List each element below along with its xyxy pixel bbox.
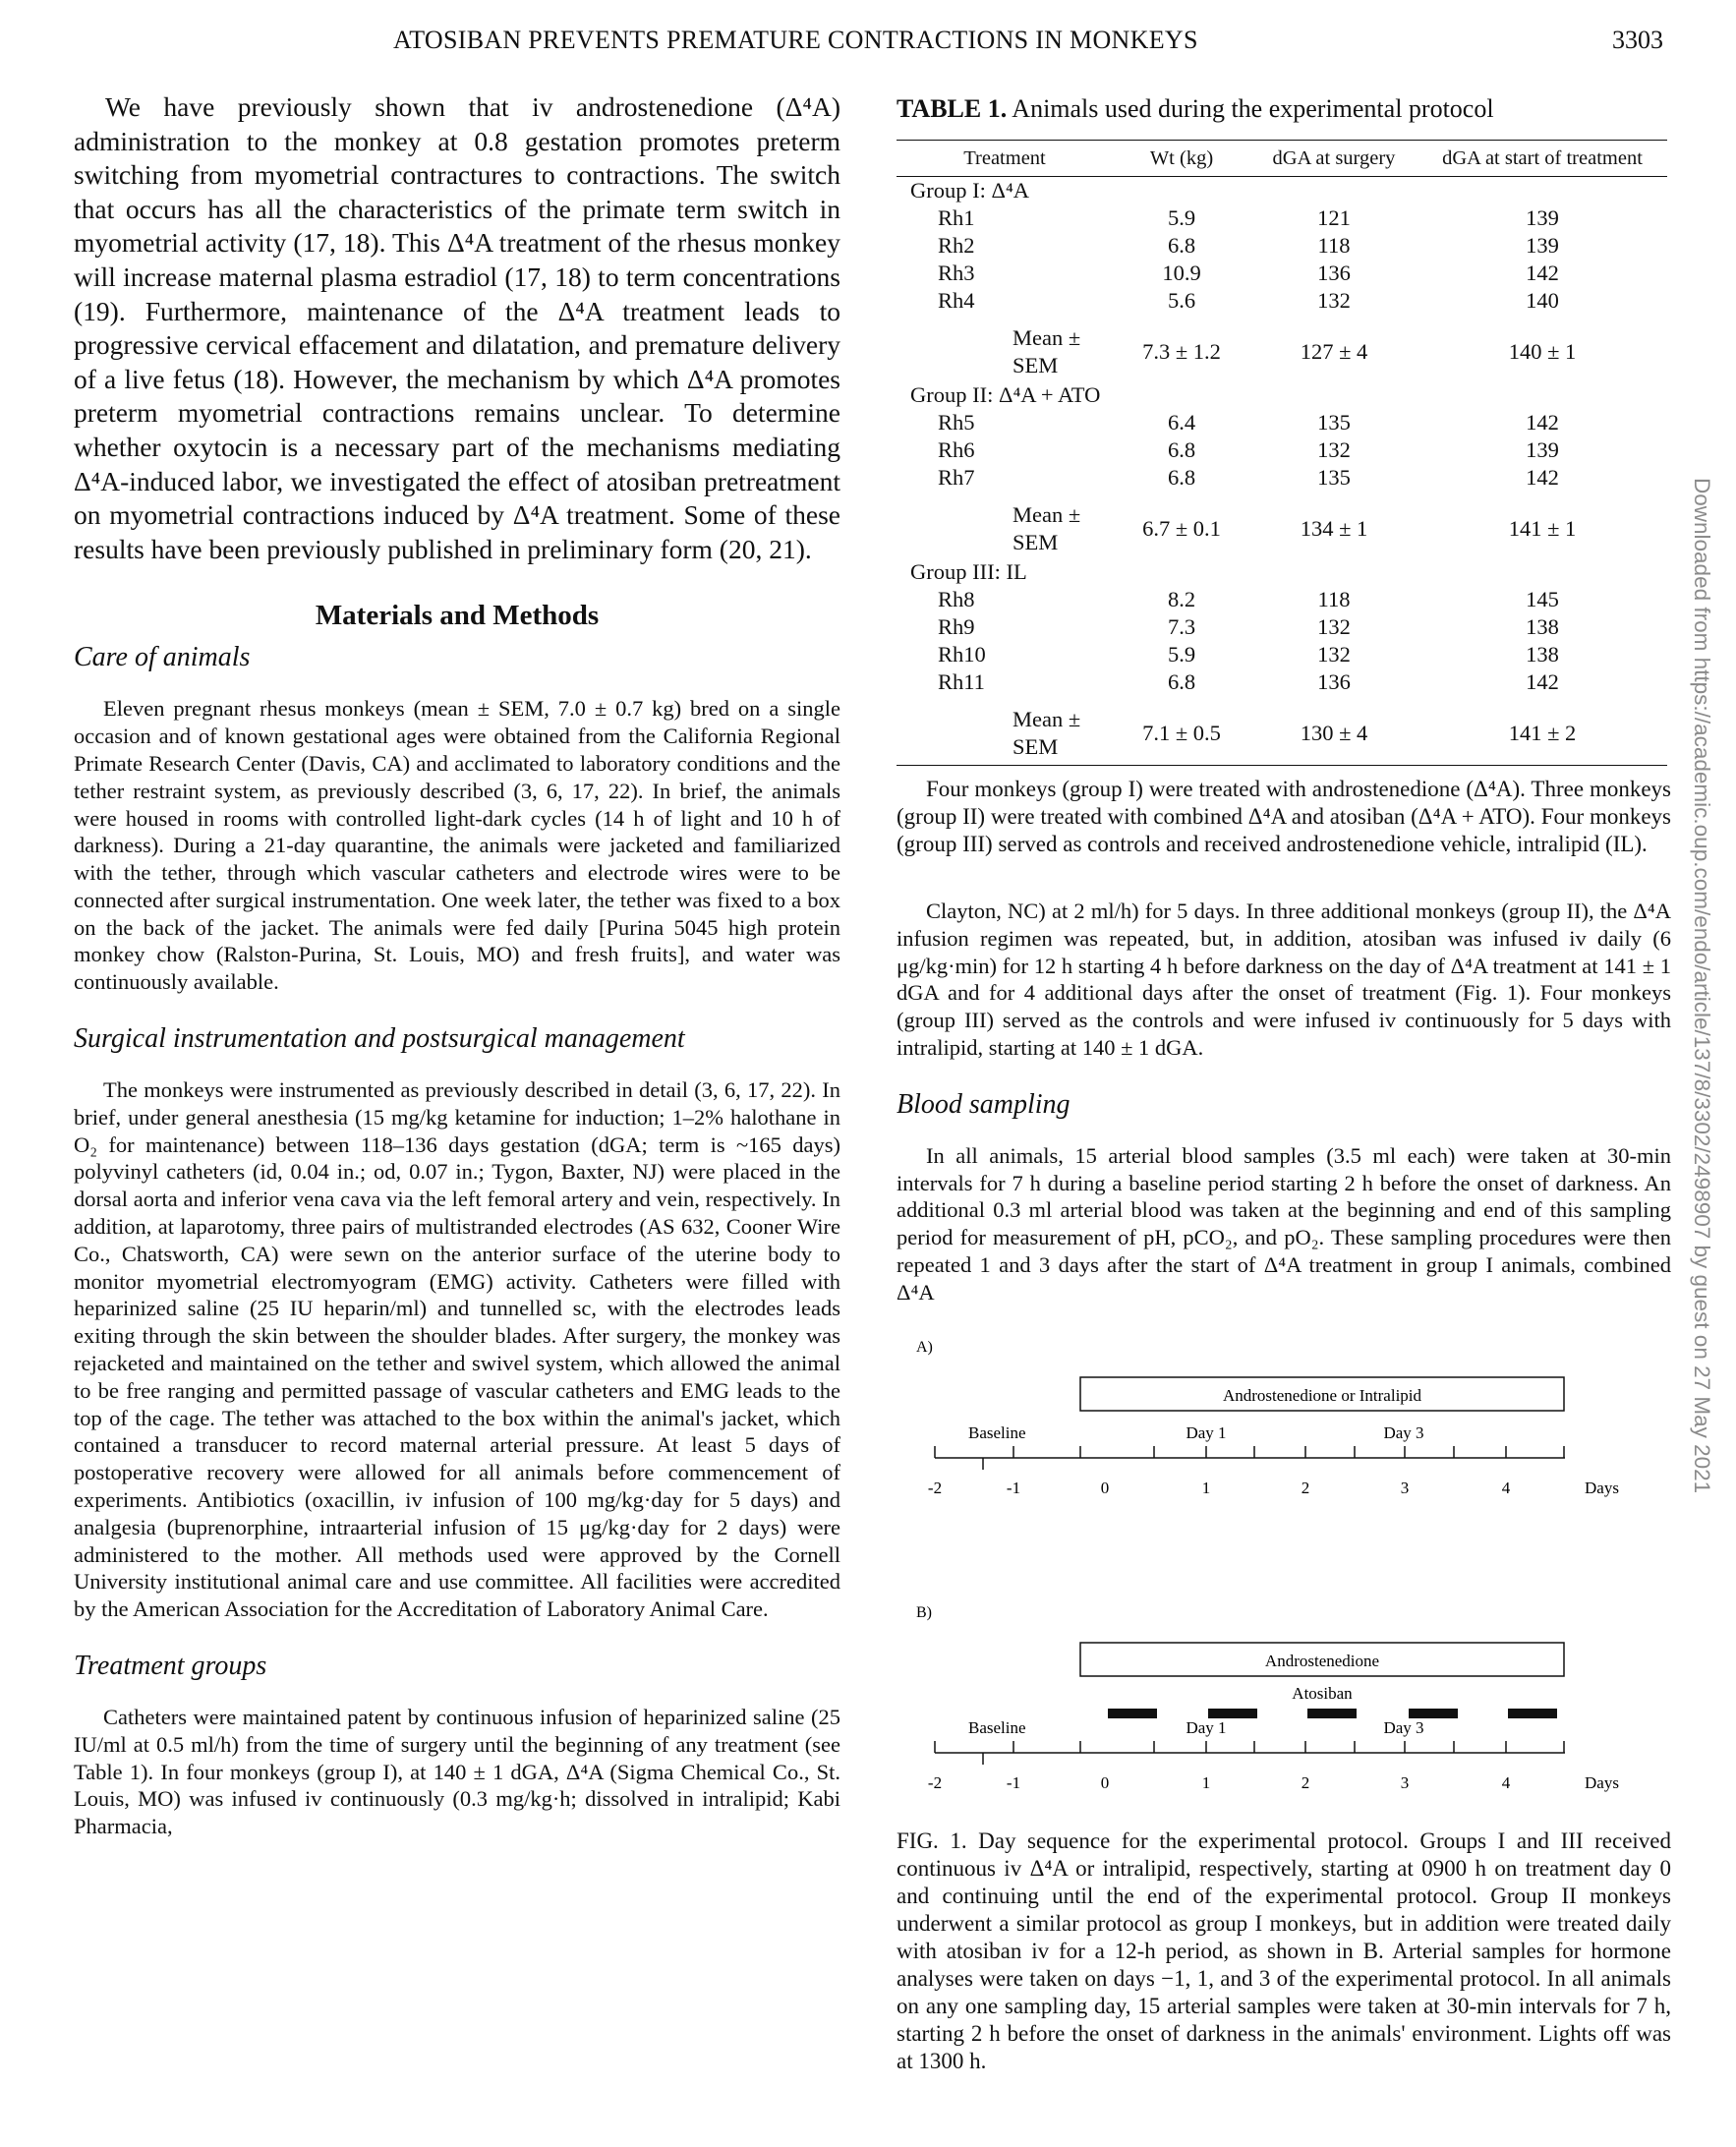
tick-label: 0	[1100, 1478, 1110, 1497]
page-number: 3303	[1612, 26, 1663, 54]
table-row	[897, 668, 1667, 696]
table-caption	[897, 94, 1671, 124]
animal-id: Rh6	[938, 437, 975, 462]
atosiban-dose-bar	[1409, 1709, 1458, 1718]
mean-label: Mean ± SEM	[897, 696, 1113, 766]
mean-dga-surgery: 130 ± 4	[1250, 696, 1418, 766]
mean-label: Mean ± SEM	[1013, 502, 1081, 554]
table-row	[897, 641, 1667, 668]
dga-start-cell: 142	[1526, 261, 1559, 285]
dga-surgery-cell: 135	[1317, 465, 1351, 490]
dga-surgery-cell: 132	[1317, 614, 1351, 639]
mean-label: Mean ± SEM	[1013, 325, 1081, 377]
dga-start-cell: 142	[1526, 410, 1559, 435]
animal-id: Rh5	[938, 410, 975, 435]
care-paragraph: Eleven pregnant rhesus monkeys (mean ± SEM, 7.0 ± 0.7 kg) bred on a single occasion and of known gestational ages were obtained from the California Regional Primate Research Center (Davis, CA) and acclimated to laboratory conditions and the tether restraint system, as previously described (3, 6, 17, 22). In brief, the animals were housed in rooms with controlled light-dark cycles (14 h of light and 10 h of darkness). During a 21-day quarantine, the animals were jacketed and familiarized with the tether, through which vascular catheters and electrode wires were to be connected after surgical instrumentation. One week later, the tether was fixed to a box on the back of the jacket. The animals were fed daily [Purina 5045 high protein monkey chow (Ralston-Purina, St. Louis, MO) and fresh fruits], and water was continuously available.	[74, 696, 840, 995]
panel-a-day3: Day 3	[1383, 1422, 1424, 1442]
animal-id: Rh8	[938, 587, 975, 611]
group-label: Group II: Δ⁴A + ATO	[910, 382, 1101, 407]
animal-id: Rh11	[938, 669, 985, 694]
table-row	[897, 204, 1667, 232]
mean-weight: 7.3 ± 1.2	[1142, 339, 1221, 364]
axis-unit: Days	[1585, 1772, 1619, 1792]
animal-id: Rh2	[938, 233, 975, 258]
col-treatment: Treatment	[897, 141, 1113, 177]
figure-caption-text: Day sequence for the experimental protocol. Groups I and III received continuous iv Δ⁴A or intralipid, respectively, starting at 0900 h on treatment day 0 and continuing until the end of the experimental protocol. Group II monkeys underwent a similar protocol as group I monkeys, but in addition were treated daily with atosiban iv for a 12-h period, as shown in B. Arterial samples for hormone analyses were taken on days −1, 1, and 3 of the experimental protocol. In all animals on any one sampling day, 15 arterial samples were taken at 30-min intervals for 7 h, starting 2 h before the onset of darkness in the animals' environment. Lights off was at 1300 h.	[897, 1828, 1672, 2073]
mean-dga-start: 141 ± 2	[1418, 696, 1667, 766]
mean-row	[897, 492, 1667, 558]
dga-start-cell: 138	[1526, 642, 1559, 667]
dga-surgery-cell: 118	[1317, 587, 1351, 611]
table-row	[897, 287, 1667, 315]
animal-id: Rh1	[938, 205, 975, 230]
figure-caption	[897, 1828, 1671, 2075]
intro-paragraph: We have previously shown that iv androstenedione (Δ⁴A) administration to the monkey at 0.8 gestation promotes preterm switching from myometrial contractures to contractions. The switch that occurs has all the characteristics of the primate term switch in myometrial activity (17, 18). This Δ⁴A treatment of the rhesus monkey will increase maternal plasma estradiol (17, 18) to term concentrations (19). Furthermore, maintenance of the Δ⁴A treatment leads to progressive cervical effacement and dilatation, and premature delivery of a live fetus (18). However, the mechanism by which Δ⁴A promotes preterm myometrial contractions remains unclear. To determine whether oxytocin is a necessary part of the mechanisms mediating Δ⁴A-induced labor, we investigated the effect of atosiban pretreatment on myometrial contractions induced by Δ⁴A treatment. Some of these results have been previously published in preliminary form (20, 21).	[74, 91, 840, 564]
atosiban-dose-bar	[1307, 1709, 1357, 1718]
atosiban-dose-bar	[1208, 1709, 1257, 1718]
mean-dga-start: 141 ± 1	[1508, 516, 1577, 541]
mean-dga-surgery: 127 ± 4	[1300, 339, 1368, 364]
col-dga-surgery: dGA at surgery	[1250, 141, 1418, 177]
mean-dga-start: 140 ± 1	[1508, 339, 1577, 364]
animals-table	[897, 140, 1667, 766]
figure-label: FIG. 1.	[897, 1828, 967, 1853]
tick-label: 1	[1201, 1772, 1211, 1792]
tick-label: -2	[927, 1478, 943, 1497]
animal-id: Rh7	[938, 465, 975, 490]
tick-label: 1	[1201, 1478, 1211, 1497]
dga-start-cell: 140	[1526, 288, 1559, 313]
panel-b-baseline: Baseline	[968, 1717, 1026, 1737]
dga-start-cell: 139	[1526, 233, 1559, 258]
panel-b-day1: Day 1	[1186, 1717, 1227, 1737]
group-label: Group I: Δ⁴A	[910, 178, 1030, 203]
tick-label: -1	[1006, 1478, 1021, 1497]
animal-id: Rh4	[938, 288, 975, 313]
table-row	[897, 464, 1667, 492]
mean-row	[897, 315, 1667, 381]
tick-label: 4	[1501, 1772, 1511, 1792]
group-label: Group III: IL	[910, 559, 1027, 584]
tick-label: 4	[1501, 1478, 1511, 1497]
dga-start-cell: 142	[1526, 465, 1559, 490]
mean-row	[897, 696, 1667, 766]
mean-weight: 6.7 ± 0.1	[1142, 516, 1221, 541]
atosiban-dose-bar	[1508, 1709, 1557, 1718]
group-row	[897, 177, 1667, 205]
care-heading: Care of animals	[74, 642, 251, 673]
tick-label: 2	[1301, 1772, 1310, 1792]
group-row	[897, 558, 1667, 586]
weight-cell: 10.9	[1162, 261, 1201, 285]
panel-b-label: B)	[916, 1603, 932, 1621]
dga-start-cell: 139	[1526, 205, 1559, 230]
table-row	[897, 409, 1667, 436]
blood-heading: Blood sampling	[897, 1088, 1071, 1120]
tick-label: -1	[1006, 1772, 1021, 1792]
tick-label: 2	[1301, 1478, 1310, 1497]
dga-surgery-cell: 132	[1317, 642, 1351, 667]
right-column	[897, 90, 1671, 2075]
panel-a-axis	[928, 1446, 1619, 1497]
dga-start-cell: 139	[1526, 437, 1559, 462]
weight-cell: 5.9	[1167, 642, 1196, 667]
treatment-paragraph: Catheters were maintained patent by continuous infusion of heparinized saline (25 IU/ml at 0.5 ml/h) from the time of surgery until the beginning of any treatment (see Table 1). In four monkeys (group I), at 140 ± 1 dGA, Δ⁴A (Sigma Chemical Co., St. Louis, MO) was infused iv continuously (0.3 mg/kg·h; dissolved in intralipid; Kabi Pharmacia,	[74, 1705, 840, 1839]
methods-heading: Materials and Methods	[315, 600, 600, 632]
weight-cell: 5.6	[1167, 288, 1196, 313]
dga-start-cell: 145	[1526, 587, 1559, 611]
panel-a-baseline: Baseline	[968, 1422, 1026, 1442]
weight-cell: 6.8	[1167, 465, 1196, 490]
left-column	[74, 90, 840, 1840]
table-label: TABLE 1.	[897, 94, 1008, 123]
table-row	[897, 232, 1667, 260]
panel-b-axis	[928, 1741, 1619, 1792]
atosiban-dose-bar	[1108, 1709, 1157, 1718]
table-row	[897, 260, 1667, 287]
blood-paragraph: In all animals, 15 arterial blood samples (3.5 ml each) were taken at 30-min intervals for 7 h during a baseline period starting 2 h before the onset of darkness. An additional 0.3 ml arterial blood was taken at the beginning and end of this sampling period for measurement of pH, pCO₂, and pO₂. These sampling procedures were then repeated 1 and 3 days after the start of Δ⁴A treatment in group I animals, combined Δ⁴A	[897, 1142, 1671, 1305]
axis-unit: Days	[1585, 1478, 1619, 1497]
weight-cell: 6.8	[1167, 233, 1196, 258]
panel-a-day1: Day 1	[1186, 1422, 1227, 1442]
table-body	[897, 177, 1667, 766]
panel-a-label: A)	[916, 1338, 933, 1356]
tick-label: 0	[1100, 1772, 1110, 1792]
panel-b-bar-label: Androstenedione	[1264, 1651, 1380, 1670]
dga-surgery-cell: 118	[1317, 233, 1351, 258]
animal-id: Rh10	[938, 642, 986, 667]
panel-b-day3: Day 3	[1383, 1717, 1424, 1737]
group-row	[897, 381, 1667, 409]
treatment-continued: Clayton, NC) at 2 ml/h) for 5 days. In three additional monkeys (group II), the Δ⁴A infusion regimen was repeated, but, in addition, atosiban was infused iv daily (6 μg/kg·min) for 12 h starting 4 h before darkness on the day of Δ⁴A treatment at 141 ± 1 dGA and for 4 additional days after the onset of treatment (Fig. 1). Four monkeys (group III) served as the controls and were infused iv continuously for 5 days with intralipid, starting at 140 ± 1 dGA.	[897, 899, 1671, 1060]
treatment-heading: Treatment groups	[74, 1651, 267, 1682]
dga-start-cell: 138	[1526, 614, 1559, 639]
weight-cell: 5.9	[1167, 205, 1196, 230]
atosiban-bars	[1108, 1709, 1557, 1718]
dga-surgery-cell: 136	[1317, 669, 1351, 694]
weight-cell: 8.2	[1167, 587, 1196, 611]
col-dga-start: dGA at start of treatment	[1418, 141, 1667, 177]
download-watermark: Downloaded from https://academic.oup.com/endo/article/137/8/3302/2498907 by guest on 27 May 2021	[1690, 478, 1714, 1494]
table-row	[897, 613, 1667, 641]
table-row	[897, 586, 1667, 613]
table-footnote: Four monkeys (group I) were treated with androstenedione (Δ⁴A). Three monkeys (group II) were treated with combined Δ⁴A and atosiban (Δ⁴A + ATO). Four monkeys (group III) served as controls and received androstenedione vehicle, intralipid (IL).	[897, 777, 1671, 856]
col-weight: Wt (kg)	[1113, 141, 1250, 177]
table-title: Animals used during the experimental protocol	[1012, 94, 1494, 123]
running-header	[0, 26, 1736, 65]
tick-label: -2	[927, 1772, 943, 1792]
mean-dga-surgery: 134 ± 1	[1300, 516, 1368, 541]
running-title: ATOSIBAN PREVENTS PREMATURE CONTRACTIONS IN MONKEYS	[393, 26, 1198, 54]
animal-id: Rh3	[938, 261, 975, 285]
panel-a-bar-label: Androstenedione or Intralipid	[1222, 1385, 1422, 1405]
weight-cell: 6.4	[1167, 410, 1196, 435]
dga-surgery-cell: 135	[1317, 410, 1351, 435]
table-row	[897, 436, 1667, 464]
panel-b-atosiban-label: Atosiban	[1292, 1683, 1353, 1703]
surgery-heading: Surgical instrumentation and postsurgical management	[74, 1023, 685, 1055]
weight-cell: 6.8	[1167, 669, 1196, 694]
dga-surgery-cell: 136	[1317, 261, 1351, 285]
dga-surgery-cell: 132	[1317, 437, 1351, 462]
tick-label: 3	[1400, 1772, 1410, 1792]
mean-weight: 7.1 ± 0.5	[1113, 696, 1250, 766]
protocol-figure	[897, 1330, 1671, 1822]
dga-surgery-cell: 121	[1317, 205, 1351, 230]
dga-start-cell: 142	[1526, 669, 1559, 694]
tick-label: 3	[1400, 1478, 1410, 1497]
animal-id: Rh9	[938, 614, 975, 639]
weight-cell: 7.3	[1167, 614, 1196, 639]
dga-surgery-cell: 132	[1317, 288, 1351, 313]
weight-cell: 6.8	[1167, 437, 1196, 462]
surgery-paragraph: The monkeys were instrumented as previously described in detail (3, 6, 17, 22). In brief, under general anesthesia (15 mg/kg ketamine for induction; 1–2% halothane in O₂ for maintenance) between 118–136 days gestation (dGA; term is ~165 days) polyvinyl catheters (id, 0.04 in.; od, 0.07 in.; Tygon, Baxter, NJ) were placed in the dorsal aorta and inferior vena cava via the left femoral artery and vein, respectively. In addition, at laparotomy, three pairs of multistranded electrodes (AS 632, Cooner Wire Co., Chatsworth, CA) were sewn on the anterior surface of the uterine body to monitor myometrial electromyogram (EMG) activity. Catheters were filled with heparinized saline (25 IU heparin/ml) and tunnelled sc, with the electrodes leads exiting through the skin between the shoulder blades. After surgery, the monkey was rejacketed and maintained on the tether and swivel system, which allowed the animal to be free ranging and permitted passage of vascular catheters and EMG leads to the top of the cage. The tether was attached to the box within the animal's jacket, which contained a transducer to record maternal arterial pressure. At least 5 days of postoperative recovery were allowed for all animals before commencement of experiments. Antibiotics (oxacillin, iv infusion of 100 mg/kg·day for 5 days) and analgesia (buprenorphine, intraarterial infusion of 15 μg/kg·day for 2 days) were administered to the mother. All methods used were approved by the Cornell University institutional animal care and use committee. All facilities were accredited by the American Association for the Accreditation of Laboratory Animal Care.	[74, 1077, 840, 1622]
